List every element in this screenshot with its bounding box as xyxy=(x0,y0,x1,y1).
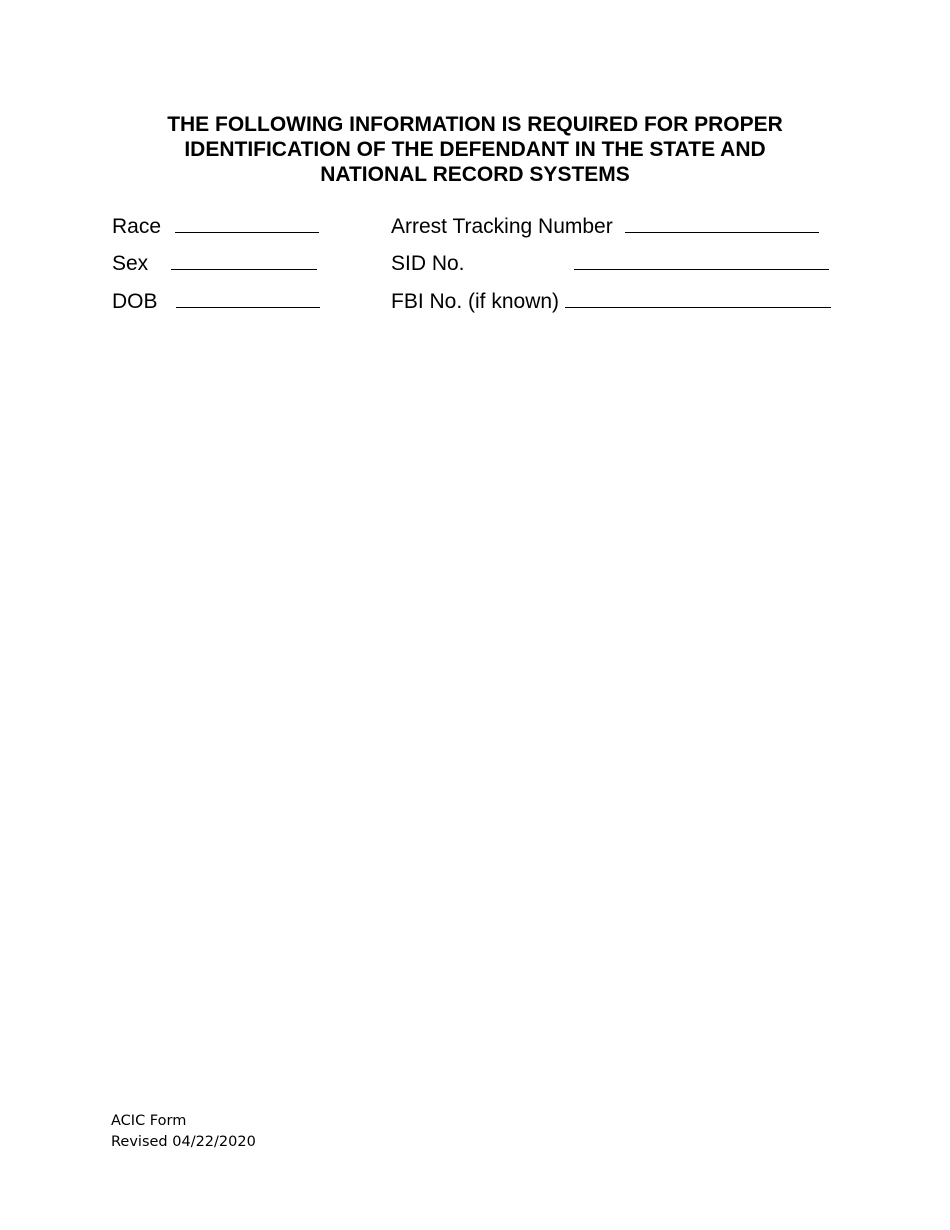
dob-blank[interactable] xyxy=(176,287,320,308)
arrest-tracking-number-blank[interactable] xyxy=(625,212,819,233)
dob-field xyxy=(112,287,320,314)
sex-field xyxy=(112,249,317,276)
race-field xyxy=(112,212,319,239)
dob-label: DOB xyxy=(112,290,158,313)
sex-blank[interactable] xyxy=(171,249,317,270)
fbi-no-field xyxy=(391,287,831,314)
fbi-no-blank[interactable] xyxy=(565,287,831,308)
race-blank[interactable] xyxy=(175,212,319,233)
heading-line-3: NATIONAL RECORD SYSTEMS xyxy=(320,163,630,186)
footer-revised-date: Revised 04/22/2020 xyxy=(111,1134,256,1150)
fbi-no-label: FBI No. (if known) xyxy=(391,290,560,313)
form-heading xyxy=(100,112,850,187)
form-footer xyxy=(111,1111,256,1153)
heading-line-2: IDENTIFICATION OF THE DEFENDANT IN THE STATE AND xyxy=(184,138,766,161)
sid-no-blank[interactable] xyxy=(574,249,829,270)
sex-label: Sex xyxy=(112,252,149,275)
arrest-tracking-number-label: Arrest Tracking Number xyxy=(391,215,613,238)
sid-no-field xyxy=(391,249,829,276)
heading-line-1: THE FOLLOWING INFORMATION IS REQUIRED FOR PROPER xyxy=(167,113,783,136)
arrest-tracking-number-field xyxy=(391,212,819,239)
sid-no-label: SID No. xyxy=(391,252,465,275)
race-label: Race xyxy=(112,215,162,238)
footer-form-name: ACIC Form xyxy=(111,1113,187,1129)
